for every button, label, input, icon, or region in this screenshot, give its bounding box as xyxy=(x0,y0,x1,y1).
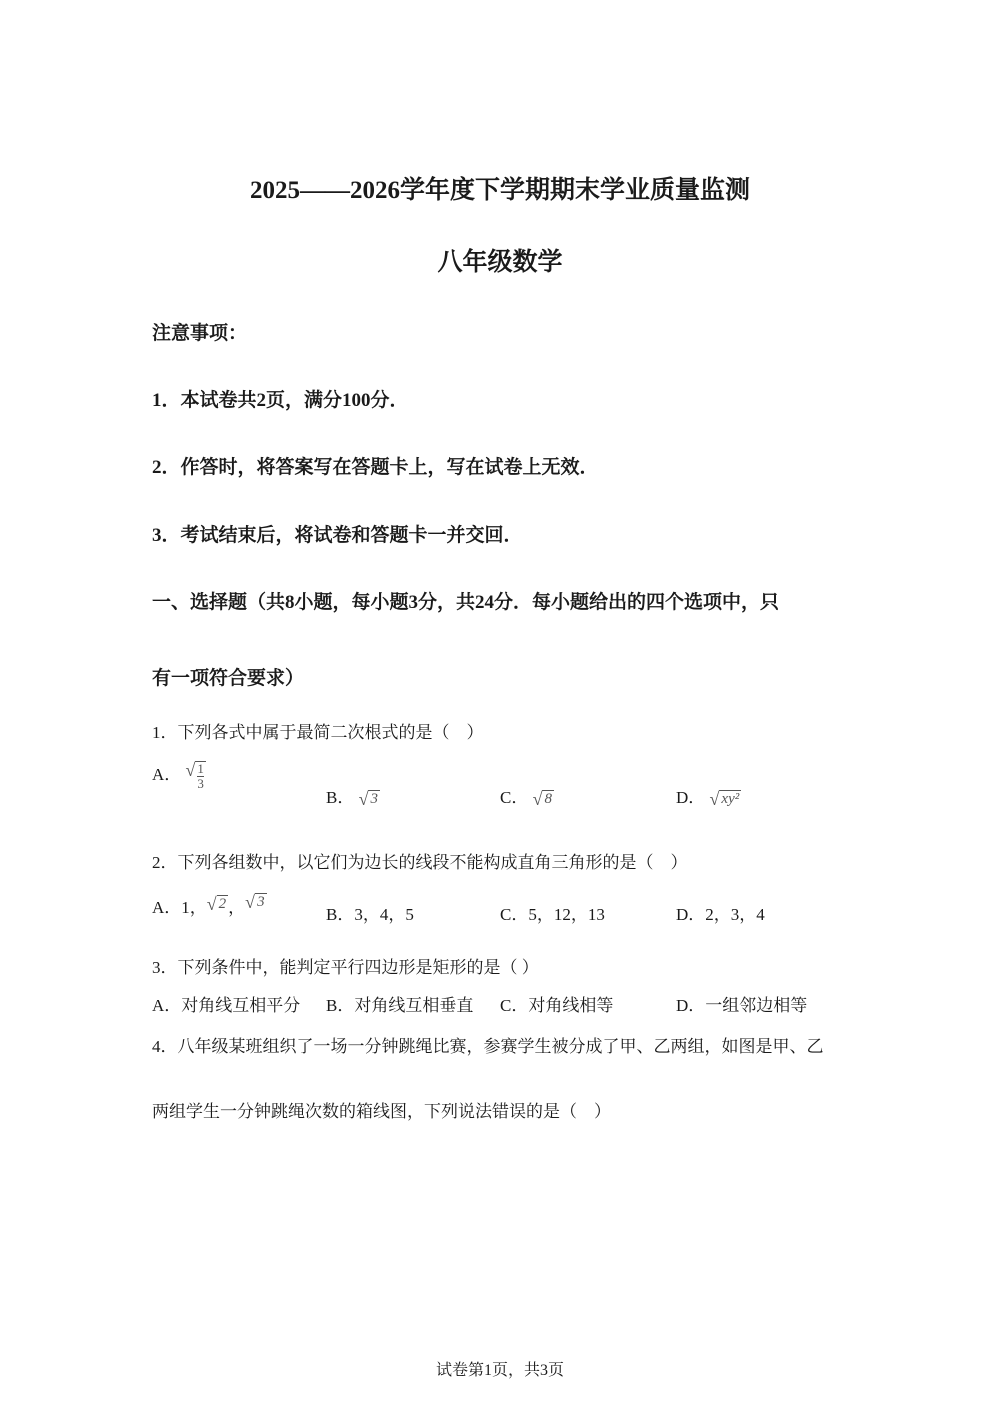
question-3-option-d[interactable]: D．一组邻边相等 xyxy=(676,996,808,1015)
fraction-numerator: 1 xyxy=(197,761,204,777)
notice-heading: 注意事项： xyxy=(152,323,248,344)
notice-item-1: 1．本试卷共2页，满分100分． xyxy=(152,390,409,411)
option-label: D． xyxy=(676,788,706,807)
question-4-stem-line1: 4．八年级某班组织了一场一分钟跳绳比赛，参赛学生被分成了甲、乙两组，如图是甲、乙 xyxy=(152,1037,824,1056)
option-label: A． xyxy=(152,765,182,784)
sqrt-expression: √ 8 xyxy=(532,789,552,810)
sqrt-fraction: √ $\frac{1}{3}$ xyxy=(185,760,204,792)
section-heading-line2: 有一项符合要求） xyxy=(152,668,305,689)
sqrt-expression: √ 3 xyxy=(245,892,265,913)
exam-subtitle: 八年级数学 xyxy=(437,249,563,276)
sqrt-expression: √ xy² xyxy=(709,789,740,810)
question-1-option-d[interactable] xyxy=(676,783,741,808)
question-4-stem-line2: 两组学生一分钟跳绳次数的箱线图，下列说法错误的是（ ） xyxy=(152,1102,611,1121)
question-3-option-c[interactable]: C．对角线相等 xyxy=(500,996,614,1015)
question-2-option-a[interactable] xyxy=(152,893,267,918)
sqrt-expression: √ 3 xyxy=(358,789,378,810)
option-label: B． xyxy=(326,788,355,807)
sqrt-expression: √ 2 xyxy=(206,894,227,915)
question-2-stem: 2．下列各组数中，以它们为边长的线段不能构成直角三角形的是（ ） xyxy=(152,853,688,872)
option-label: C． xyxy=(500,788,529,807)
page-footer: 试卷第1页，共3页 xyxy=(435,1362,564,1379)
question-2-option-c[interactable]: C．5，12，13 xyxy=(500,905,605,924)
exam-title: 2025——2026学年度下学期期末学业质量监测 xyxy=(249,177,750,204)
question-1-option-a[interactable] xyxy=(152,760,206,791)
question-1-stem: 1．下列各式中属于最简二次根式的是（ ） xyxy=(152,723,484,742)
question-1-option-b[interactable] xyxy=(326,783,380,808)
question-1-option-c[interactable] xyxy=(500,783,554,808)
fraction-denominator: 3 xyxy=(197,776,204,792)
separator: ， xyxy=(228,898,246,917)
question-2-option-d[interactable]: D．2，3，4 xyxy=(676,905,765,924)
question-3-option-a[interactable]: A．对角线互相平分 xyxy=(152,996,301,1015)
question-3-stem: 3．下列条件中，能判定平行四边形是矩形的是（ ） xyxy=(152,958,539,977)
question-3-option-b[interactable]: B．对角线互相垂直 xyxy=(326,996,474,1015)
question-2-option-b[interactable]: B．3，4，5 xyxy=(326,905,414,924)
option-label: A．1， xyxy=(152,898,207,917)
notice-item-3: 3．考试结束后，将试卷和答题卡一并交回． xyxy=(152,525,523,546)
section-heading-line1: 一、选择题（共8小题，每小题3分，共24分．每小题给出的四个选项中，只 xyxy=(152,592,780,613)
notice-item-2: 2．作答时，将答案写在答题卡上，写在试卷上无效． xyxy=(152,457,599,478)
